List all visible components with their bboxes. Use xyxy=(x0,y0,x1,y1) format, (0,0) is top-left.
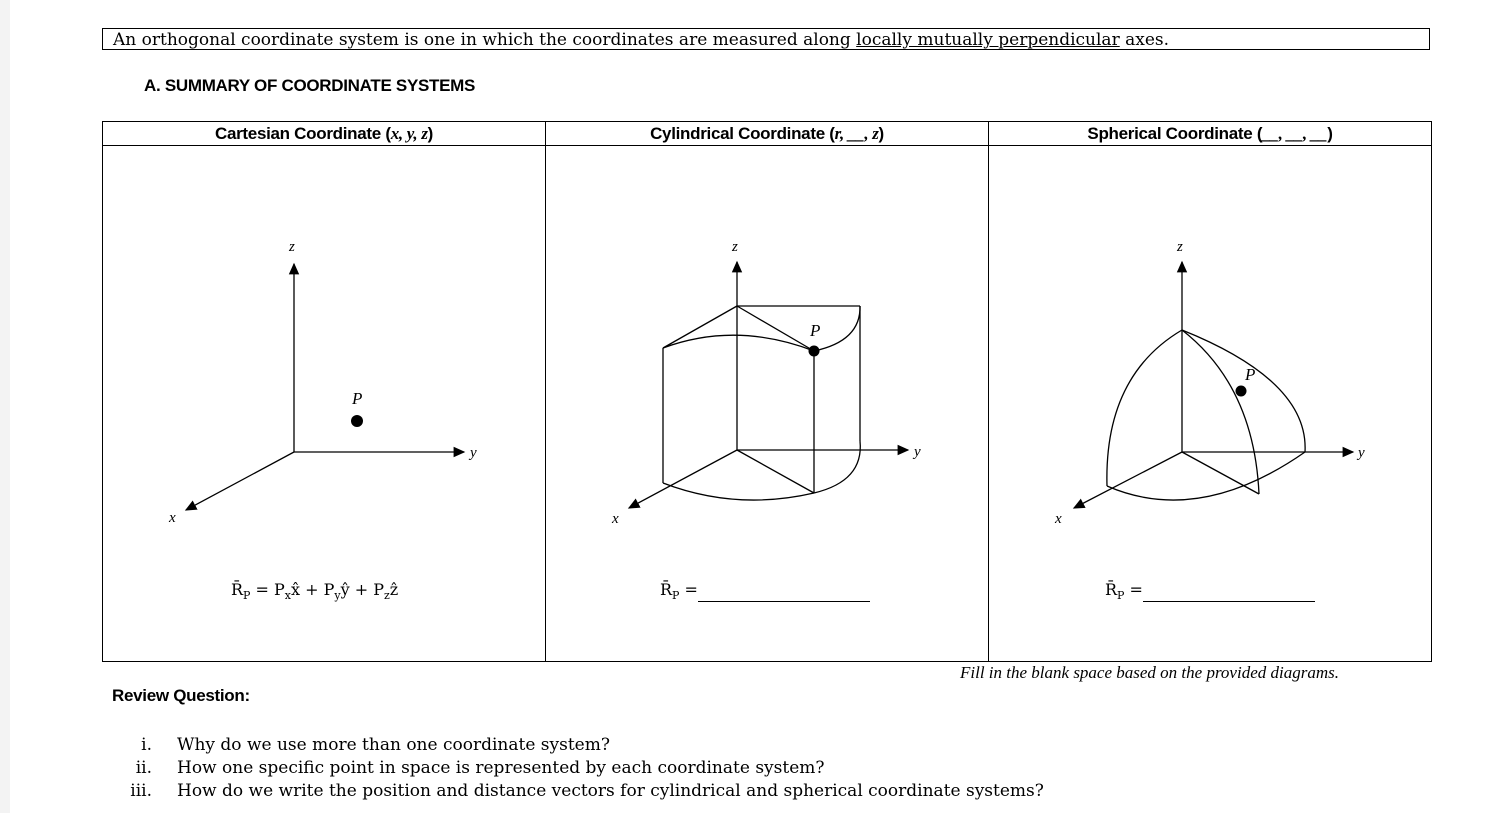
coordinate-systems-table xyxy=(102,121,1432,662)
question-number: i. xyxy=(141,735,152,755)
z-axis-label: z xyxy=(732,239,738,255)
cylindrical-column xyxy=(546,122,989,661)
cartesian-title: Cartesian Coordinate ( xyxy=(214,124,391,143)
cylindrical-formula: $R̄_P$ = xyxy=(660,580,870,602)
spherical-formula: $R̄_P$ = xyxy=(1105,580,1315,602)
section-title: A. SUMMARY OF COORDINATE SYSTEMS xyxy=(144,76,476,95)
intro-text: An orthogonal coordinate system is one in which the coordinates are measured along xyxy=(113,30,857,50)
intro-text-end: axes. xyxy=(1119,30,1170,50)
point-label: P xyxy=(1245,365,1256,384)
cartesian-formula: $R̄_P$ = $P_xx̂$ + $P_yŷ$ + $P_zẑ$ xyxy=(231,580,399,603)
cartesian-close: ) xyxy=(427,124,434,143)
document-page xyxy=(10,0,1504,813)
point-marker xyxy=(809,346,820,357)
cylindrical-title: Cylindrical Coordinate ( xyxy=(650,124,835,143)
point-label: P xyxy=(810,321,821,340)
spherical-column xyxy=(989,122,1431,661)
cylindrical-close: ) xyxy=(878,124,884,143)
y-axis-label: y xyxy=(470,445,477,461)
review-title: Review Question: xyxy=(112,686,250,705)
y-axis-label: y xyxy=(1358,445,1365,461)
cartesian-vars: x, y, z xyxy=(390,124,428,143)
question-text: How do we write the position and distance vectors for cylindrical and spherical coordinate systems? xyxy=(177,781,1044,801)
cartesian-column xyxy=(103,122,546,661)
x-axis xyxy=(629,450,737,508)
x-axis-label: x xyxy=(1055,511,1062,527)
x-axis-label: x xyxy=(612,511,619,527)
question-number: ii. xyxy=(135,758,152,778)
blank-line xyxy=(698,587,870,602)
spherical-title: Spherical Coordinate ( xyxy=(1087,124,1263,143)
cartesian-diagram xyxy=(103,146,546,661)
cylindrical-vars: r, __, z xyxy=(834,124,879,143)
cylindrical-header xyxy=(546,122,988,146)
spherical-header xyxy=(989,122,1431,146)
point-marker xyxy=(351,415,363,427)
point-marker xyxy=(1236,386,1247,397)
spherical-vars: __, __, __ xyxy=(1262,124,1328,143)
cylindrical-diagram xyxy=(546,146,989,661)
intro-definition-box xyxy=(102,28,1430,50)
intro-text-underlined: locally mutually perpendicular xyxy=(856,30,1120,50)
y-axis-label: y xyxy=(914,444,921,460)
x-axis-label: x xyxy=(169,510,176,526)
fill-in-note: Fill in the blank space based on the provided diagrams. xyxy=(960,663,1339,682)
x-axis xyxy=(186,452,294,510)
z-axis-label: z xyxy=(289,239,295,255)
point-label: P xyxy=(352,389,363,408)
question-text: Why do we use more than one coordinate system? xyxy=(177,735,610,755)
question-number: iii. xyxy=(130,781,152,801)
question-text: How one specific point in space is represented by each coordinate system? xyxy=(177,758,825,778)
spherical-close: ) xyxy=(1327,124,1333,143)
cartesian-header xyxy=(103,122,545,146)
blank-line xyxy=(1143,587,1315,602)
z-axis-label: z xyxy=(1177,239,1183,255)
spherical-diagram xyxy=(989,146,1432,661)
